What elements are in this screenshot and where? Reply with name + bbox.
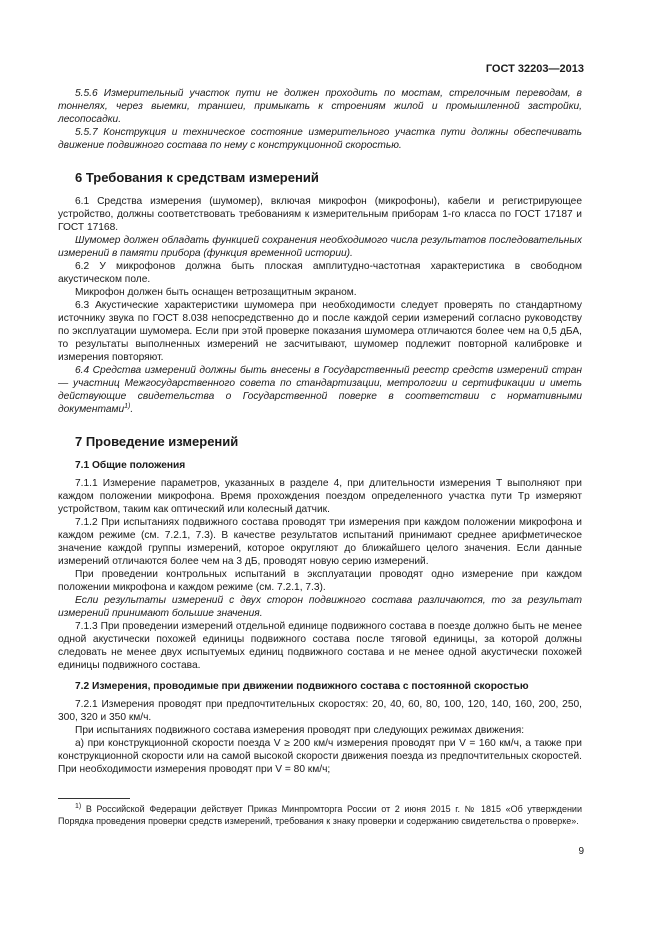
footnote-separator (58, 798, 130, 799)
paragraph-6-1: 6.1 Средства измерения (шумомер), включая микрофон (микрофоны), кабели и регистрирующее устройство, должны соответствовать требованиям к измерительным приборам 1-го класса по ГОСТ 17187 и ГОСТ 17168. (58, 196, 582, 233)
paragraph-7-2-1-a: а) при конструкционной скорости поезда V ≥ 200 км/ч измерения проводят при V = 160 км/ч, а также при конструкционной скорости или на самой высокой скорости движения поезда из предпочтительных скоростей. При необходимости измерения проводят при V = 80 км/ч; (58, 738, 582, 775)
paragraph-6-2-note: Микрофон должен быть оснащен ветрозащитным экраном. (75, 287, 357, 298)
section-6-title: 6 Требования к средствам измерений (75, 170, 319, 185)
footnote-marker: 1) (75, 803, 82, 810)
paragraph-6-4 (58, 364, 582, 416)
paragraph-7-1-1: 7.1.1 Измерение параметров, указанных в разделе 4, при длительности измерения T выполняют при каждом положении микрофона. Время прохождения поездом определенного участка пути Tp измеряют устройством, таким как оптический или колесный датчик. (58, 478, 582, 515)
paragraph-6-1-note: Шумомер должен обладать функцией сохранения необходимого числа результатов последовательных измерений в памяти прибора (функция временной истории). (58, 235, 582, 259)
document-header: ГОСТ 32203—2013 (485, 63, 584, 75)
paragraph-7-2-1: 7.2.1 Измерения проводят при предпочтительных скоростях: 20, 40, 60, 80, 100, 120, 140, 160, 200, 250, 300, 320 и 350 км/ч. (58, 699, 582, 723)
section-7-1-title: 7.1 Общие положения (75, 460, 186, 471)
paragraph-6-2: 6.2 У микрофонов должна быть плоская амплитудно-частотная характеристика в свободном акустическом поле. (58, 261, 582, 285)
paragraph-7-1-2-results: Если результаты измерений с двух сторон подвижного состава различаются, то за результат измерений принимают большие значения. (58, 595, 582, 619)
footnote (58, 803, 582, 827)
paragraph-7-1-2: 7.1.2 При испытаниях подвижного состава проводят три измерения при каждом положении микрофона и каждом режиме (см. 7.2.1, 7.3). В качестве результатов испытаний принимают среднее арифметическое значение каждой группы измерений, которое округляют до ближайшего целого значения. Если данные измерений отличаются более чем на 3 дБ, проводят новую серию измерений. (58, 517, 582, 567)
paragraph-7-1-2-control: При проведении контрольных испытаний в эксплуатации проводят одно измерение при каждом положении микрофона и каждом режиме (см. 7.2.1, 7.3). (58, 569, 582, 593)
paragraph-5-5-7: 5.5.7 Конструкция и техническое состояние измерительного участка пути должны обеспечивать движение подвижного состава по нему с конструкционной скоростью. (58, 127, 582, 151)
paragraph-5-5-6: 5.5.6 Измерительный участок пути не должен проходить по мостам, стрелочным переводам, в тоннелях, через выемки, траншеи, примыкать к строениям жилой и промышленной застройки, лесопосадки. (58, 88, 582, 125)
paragraph-6-4-text: 6.4 Средства измерений должны быть внесены в Государственный реестр средств измерений стран — участниц Межгосударственного совета по стандартизации, метрологии и сертификации и иметь действующие свидетельства о Государственной поверке в соответствии с нормативными документами (58, 365, 582, 415)
page-content (58, 87, 582, 827)
paragraph-7-2-1-modes: При испытаниях подвижного состава измерения проводят при следующих режимах движения: (75, 725, 525, 736)
paragraph-6-4-end: . (130, 404, 134, 415)
section-7-title: 7 Проведение измерений (75, 434, 239, 449)
footnote-ref: 1) (124, 403, 131, 410)
page-number: 9 (578, 846, 584, 857)
paragraph-6-3: 6.3 Акустические характеристики шумомера при необходимости следует проверять по стандартному источнику звука по ГОСТ 8.038 непосредственно до и после каждой серии измерений согласно руководству по эксплуатации шумомера. Если при этой проверке показания шумомера отличаются более чем на 0,5 дБА, то результаты выполненных измерений не засчитывают, шумомер подлежит повторной калибровке и измерения повторяют. (58, 300, 582, 363)
footnote-text: В Российской Федерации действует Приказ Минпромторга России от 2 июня 2015 г. № 1815 «Об утверждении Порядка проведения проверки средств измерений, требования к знаку проверки и содержанию свидетельства о проверке». (58, 804, 582, 826)
paragraph-7-1-3: 7.1.3 При проведении измерений отдельной единице подвижного состава в поезде должно быть не менее одной акустически похожей единицы подвижного состава после тяговой единицы, за которой должны следовать не менее двух испытуемых единиц подвижного состава и не менее одной акустически похожей единицы подвижного состава. (58, 621, 582, 671)
section-7-2-title: 7.2 Измерения, проводимые при движении подвижного состава с постоянной скоростью (75, 681, 529, 692)
